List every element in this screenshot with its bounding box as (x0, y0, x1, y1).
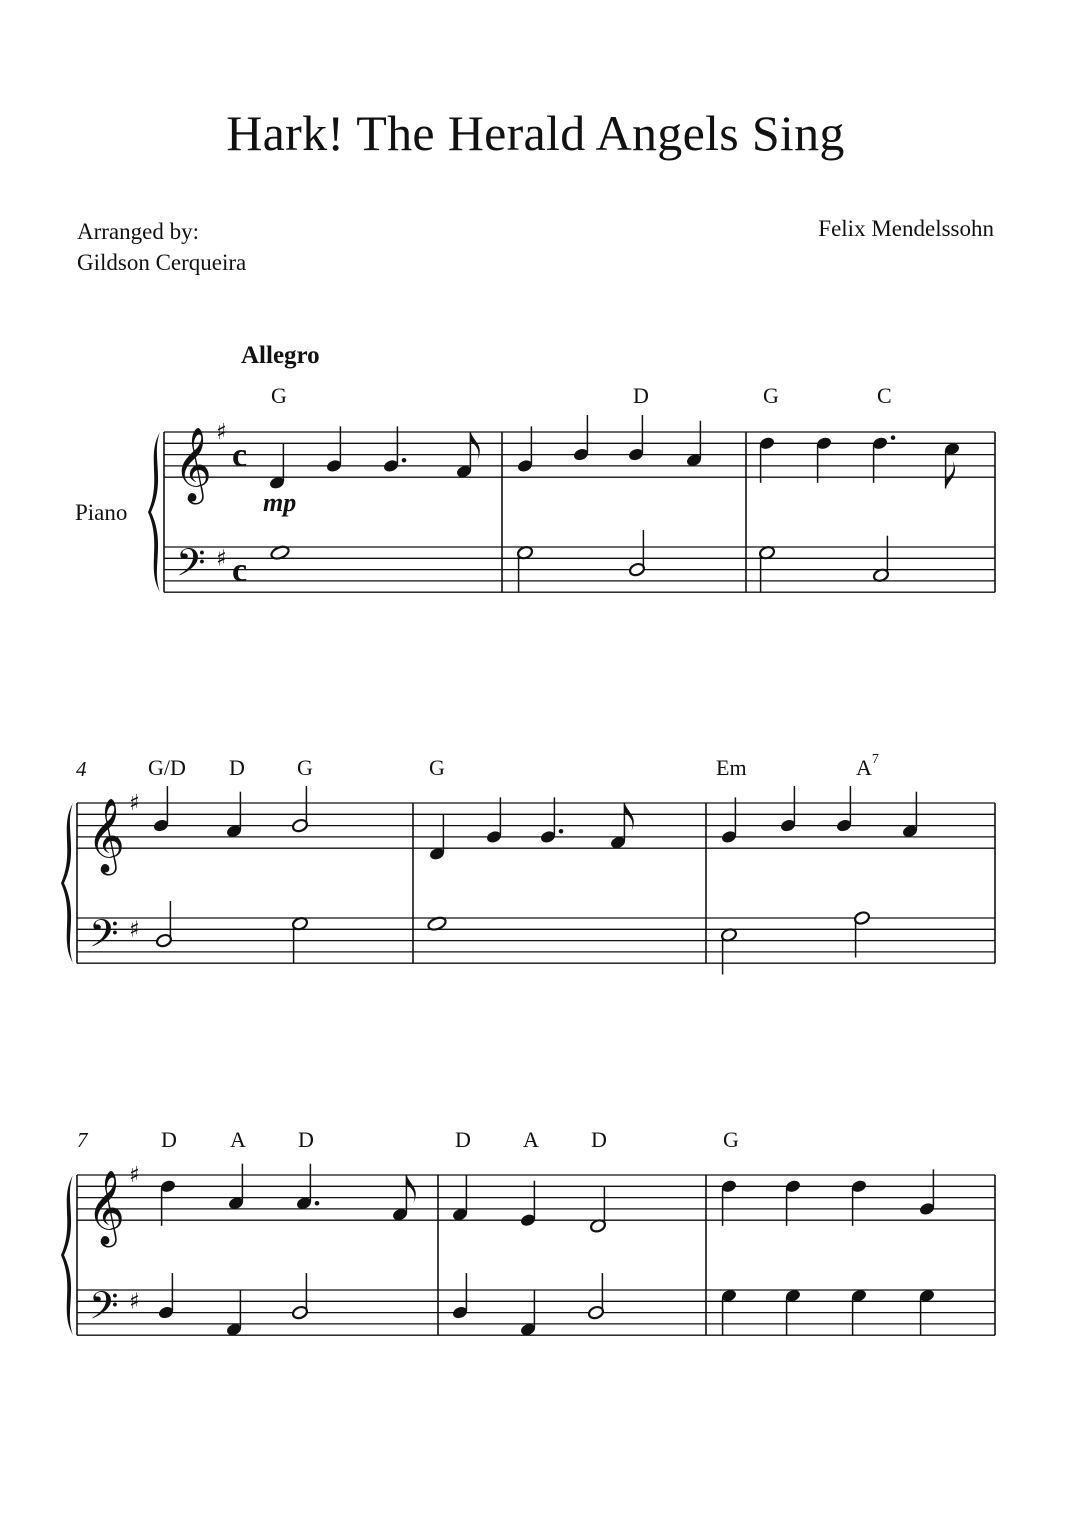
augmentation-dot (402, 458, 407, 463)
chord-symbol: G/D (148, 755, 186, 780)
chord-symbol: D (591, 1127, 607, 1152)
bass-clef-icon: 𝄢 (89, 910, 119, 965)
composer-credit: Felix Mendelssohn (818, 216, 994, 241)
chord-extension: 7 (871, 752, 879, 767)
chord-symbol: G (297, 755, 313, 780)
chord-symbol: D (298, 1127, 314, 1152)
arranger-name: Gildson Cerqueira (77, 250, 247, 275)
chord-symbol: G (763, 383, 779, 408)
bass-clef-icon: 𝄢 (89, 1282, 119, 1337)
measure-number: 7 (77, 1128, 88, 1152)
treble-clef-icon: 𝄞 (87, 799, 125, 874)
tempo-marking: Allegro (241, 342, 320, 369)
arranger-label: Arranged by: (77, 219, 199, 244)
chord-symbol: G (723, 1127, 739, 1152)
sharp-icon: ♯ (129, 791, 140, 816)
chord-symbol: D (229, 755, 245, 780)
chord-symbol: D (455, 1127, 471, 1152)
chord-symbol: Em (716, 755, 747, 780)
page-title: Hark! The Herald Angels Sing (226, 105, 845, 161)
eighth-flag (946, 461, 955, 489)
chord-root: A (856, 755, 872, 780)
augmentation-dot (891, 435, 896, 440)
chord-symbol: C (877, 383, 892, 408)
treble-clef-icon: 𝄞 (174, 428, 212, 503)
sharp-icon: ♯ (129, 1163, 140, 1188)
eighth-flag (470, 432, 479, 460)
sharp-icon: ♯ (216, 546, 227, 572)
chord-symbol: D (161, 1127, 177, 1152)
eighth-flag (406, 1175, 415, 1203)
brace-icon (148, 432, 160, 592)
sharp-icon: ♯ (129, 917, 140, 943)
chord-symbol: A (230, 1127, 246, 1152)
common-time-icon: c (232, 436, 248, 474)
sharp-icon: ♯ (129, 1289, 140, 1315)
sharp-icon: ♯ (216, 420, 227, 445)
chord-symbol: A (523, 1127, 539, 1152)
augmentation-dot (315, 1201, 320, 1206)
dynamic-marking: mp (263, 488, 297, 517)
augmentation-dot (559, 829, 564, 834)
instrument-name: Piano (75, 500, 128, 525)
common-time-icon: c (232, 551, 248, 589)
chord-symbol: D (633, 383, 649, 408)
bass-clef-icon: 𝄢 (176, 539, 206, 594)
measure-number: 4 (76, 757, 87, 781)
eighth-flag (624, 803, 633, 831)
chord-symbol: G (429, 755, 445, 780)
treble-clef-icon: 𝄞 (87, 1171, 125, 1246)
brace-icon (61, 1175, 73, 1335)
chord-symbol: G (271, 383, 287, 408)
brace-icon (61, 803, 73, 963)
